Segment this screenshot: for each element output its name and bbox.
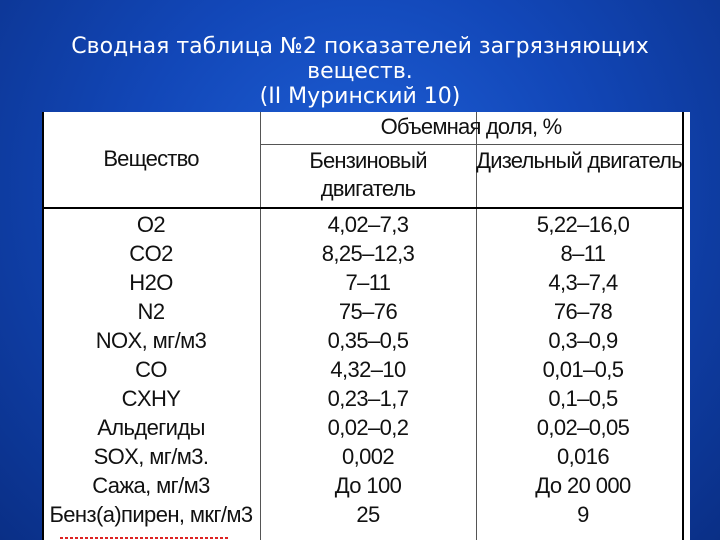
cell-petrol: 25 (356, 502, 380, 527)
cell-petrol: До 100 (334, 473, 402, 498)
header-substance: Вещество (103, 146, 199, 171)
cell-diesel: 0,02–0,05 (536, 415, 630, 440)
table-row (42, 442, 690, 472)
slide-title (40, 34, 680, 109)
cell-substance: Бенз(а)пирен, мкг/м3 (49, 502, 253, 527)
cell-petrol: 4,02–7,3 (327, 212, 409, 237)
header-petrol-line2: двигатель (320, 176, 416, 201)
title-line-3: (II Муринский 10) (259, 84, 461, 109)
cell-petrol: 4,32–10 (330, 357, 406, 382)
table-row (42, 500, 690, 530)
cell-substance: Альдегиды (97, 415, 205, 440)
cell-diesel: 8–11 (560, 241, 606, 266)
header-diesel: Дизельный двигатель (476, 148, 682, 173)
table-row (42, 413, 690, 443)
header-bottom-border (42, 207, 682, 209)
table-row (42, 268, 690, 298)
cell-petrol: 0,002 (341, 444, 395, 469)
cell-petrol: 0,23–1,7 (327, 386, 409, 411)
cell-diesel: 0,016 (556, 444, 610, 469)
cell-substance: CXHY (121, 386, 181, 411)
cell-petrol: 7–11 (345, 270, 391, 295)
cell-diesel: 9 (577, 502, 589, 527)
cell-diesel: 0,3–0,9 (548, 328, 618, 353)
spellcheck-underline (60, 537, 230, 539)
cell-diesel: До 20 000 (535, 473, 631, 498)
cell-substance: CO2 (129, 241, 173, 266)
cell-diesel: 5,22–16,0 (536, 212, 630, 237)
cell-substance: O2 (136, 212, 166, 237)
cell-diesel: 0,1–0,5 (548, 386, 618, 411)
table-row (42, 384, 690, 414)
table-row (42, 355, 690, 385)
cell-petrol: 0,02–0,2 (327, 415, 409, 440)
table-row (42, 210, 690, 240)
cell-petrol: 8,25–12,3 (321, 241, 415, 266)
header-volume-fraction: Объемная доля, % (380, 114, 562, 139)
cell-petrol: 75–76 (338, 299, 398, 324)
table-row (42, 297, 690, 327)
cell-substance: N2 (137, 299, 165, 324)
table-row (42, 471, 690, 501)
cell-diesel: 0,01–0,5 (542, 357, 624, 382)
cell-diesel: 4,3–7,4 (548, 270, 618, 295)
header-group-divider (260, 144, 682, 145)
table-row (42, 239, 690, 269)
cell-substance: CO (135, 357, 167, 382)
cell-substance: SOX, мг/м3. (93, 444, 209, 469)
cell-substance: H2O (129, 270, 173, 295)
header-petrol-line1: Бензиновый (309, 148, 427, 173)
cell-diesel: 76–78 (553, 299, 613, 324)
table-row (42, 326, 690, 356)
title-line-2: веществ. (307, 59, 413, 84)
cell-substance: Сажа, мг/м3 (92, 473, 210, 498)
cell-petrol: 0,35–0,5 (327, 328, 409, 353)
pollutants-table (42, 112, 690, 540)
cell-substance: NOX, мг/м3 (95, 328, 207, 353)
title-line-1: Сводная таблица №2 показателей загрязняющих (71, 34, 649, 59)
